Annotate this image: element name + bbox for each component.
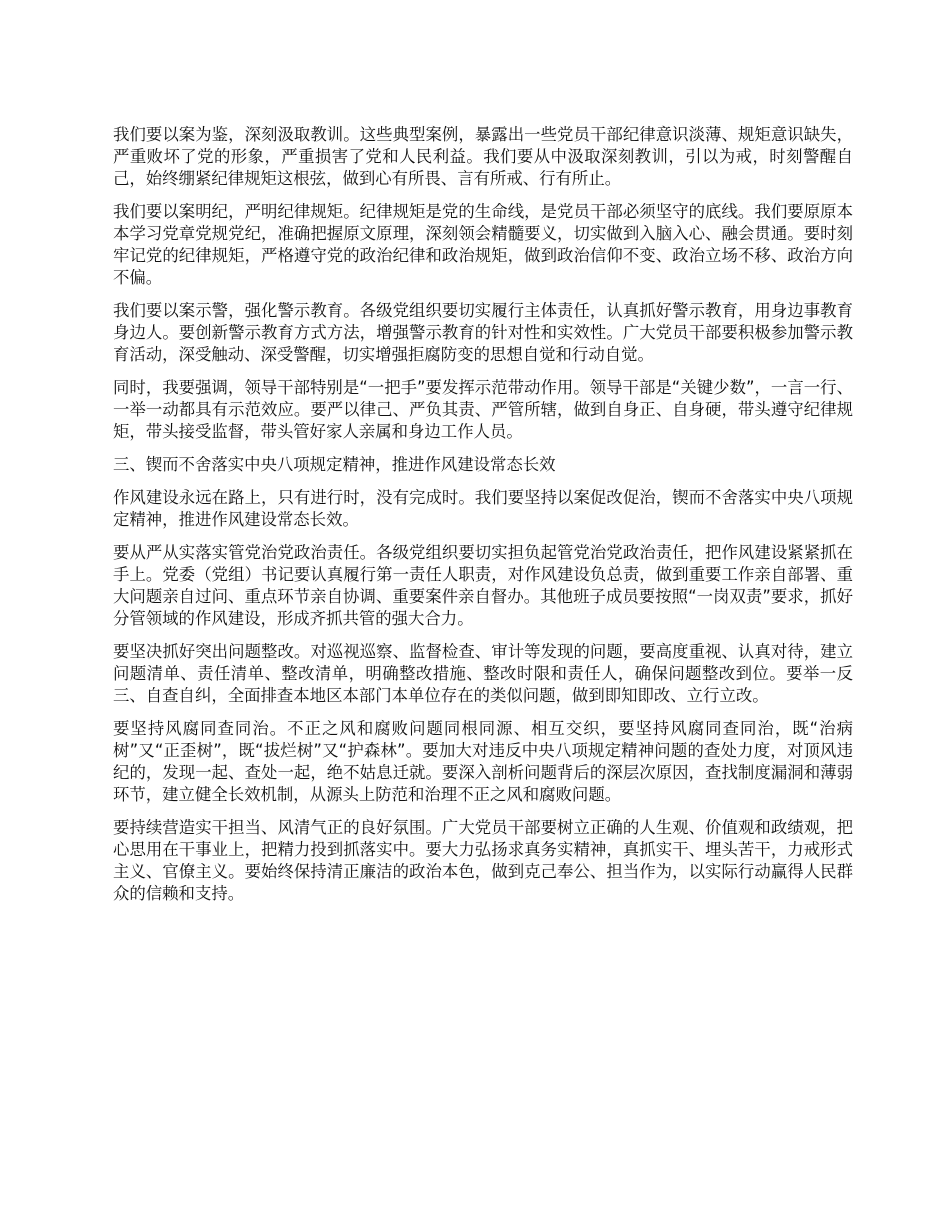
paragraph-9: 要持续营造实干担当、风清气正的良好氛围。广大党员干部要树立正确的人生观、价值观和政绩观，把心思用在干事业上，把精力投到抓落实中。要大力弘扬求真务实精神，真抓实干、埋头苦干，力戒形式主义、官僚主义。要始终保持清正廉洁的政治本色，做到克己奉公、担当作为，以实际行动赢得人民群众的信赖和支持。	[113, 818, 853, 903]
paragraph-4: 同时，我要强调，领导干部特别是“一把手”要发挥示范带动作用。领导干部是“关键少数”，一言一行、一举一动都具有示范效应。要严以律己、严负其责、严管所辖，做到自身正、自身硬，带头遵守纪律规矩，带头接受监督，带头管好家人亲属和身边工作人员。	[113, 378, 853, 441]
paragraph-5: 作风建设永远在路上，只有进行时，没有完成时。我们要坚持以案促改促治，锲而不舍落实中央八项规定精神，推进作风建设常态长效。	[113, 488, 853, 529]
paragraph-7: 要坚决抓好突出问题整改。对巡视巡察、监督检查、审计等发现的问题，要高度重视、认真对待，建立问题清单、责任清单、整改清单，明确整改措施、整改时限和责任人，确保问题整改到位。要举一反三、自查自纠，全面排查本地区本部门本单位存在的类似问题，做到即知即改、立行立改。	[113, 642, 853, 705]
section-heading: 三、锲而不舍落实中央八项规定精神，推进作风建设常态长效	[113, 455, 556, 474]
paragraph-8: 要坚持风腐同查同治。不正之风和腐败问题同根同源、相互交织，要坚持风腐同查同治，既“治病树”又“正歪树”，既“拔烂树”又“护森林”。要加大对违反中央八项规定精神问题的查处力度，对顶风违纪的，发现一起、查处一起，绝不姑息迁就。要深入剖析问题背后的深层次原因，查找制度漏洞和薄弱环节，建立健全长效机制，从源头上防范和治理不正之风和腐败问题。	[113, 719, 853, 804]
paragraph-6: 要从严从实落实管党治党政治责任。各级党组织要切实担负起管党治党政治责任，把作风建设紧紧抓在手上。党委（党组）书记要认真履行第一责任人职责，对作风建设负总责，做到重要工作亲自部署、重大问题亲自过问、重点环节亲自协调、重要案件亲自督办。其他班子成员要按照“一岗双责”要求，抓好分管领域的作风建设，形成齐抓共管的强大合力。	[113, 543, 853, 628]
paragraph-2: 我们要以案明纪，严明纪律规矩。纪律规矩是党的生命线，是党员干部必须坚守的底线。我们要原原本本学习党章党规党纪，准确把握原文原理，深刻领会精髓要义，切实做到入脑入心、融会贯通。要时刻牢记党的纪律规矩，严格遵守党的政治纪律和政治规矩，做到政治信仰不变、政治立场不移、政治方向不偏。	[113, 202, 853, 287]
document-body	[113, 124, 853, 916]
paragraph-3: 我们要以案示警，强化警示教育。各级党组织要切实履行主体责任，认真抓好警示教育，用身边事教育身边人。要创新警示教育方式方法，增强警示教育的针对性和实效性。广大党员干部要积极参加警示教育活动，深受触动、深受警醒，切实增强拒腐防变的思想自觉和行动自觉。	[113, 301, 853, 364]
paragraph-1: 我们要以案为鉴，深刻汲取教训。这些典型案例，暴露出一些党员干部纪律意识淡薄、规矩意识缺失，严重败坏了党的形象，严重损害了党和人民利益。我们要从中汲取深刻教训，引以为戒，时刻警醒自己，始终绷紧纪律规矩这根弦，做到心有所畏、言有所戒、行有所止。	[113, 125, 853, 188]
